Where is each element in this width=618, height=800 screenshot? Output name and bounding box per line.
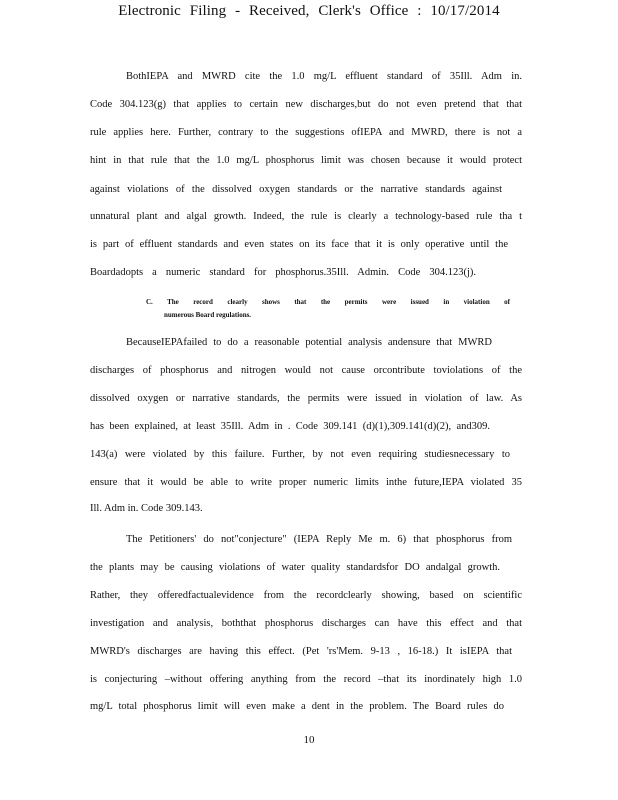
paragraph-line: BecauseIEPAfailed to do a reasonable potential analysis andensure that MWRD bbox=[126, 337, 492, 348]
paragraph-line: 143(a) were violated by this failure. Further, by not even requiring studiesnecessary to bbox=[90, 449, 510, 460]
paragraph-line: dissolved oxygen or narrative standards, the permits were issued in violation of law. As bbox=[90, 393, 522, 404]
section-heading: C. The record clearly shows that the permits were issued in violation of bbox=[146, 298, 510, 306]
paragraph-line: against violations of the dissolved oxygen standards or the narrative standards against bbox=[90, 184, 502, 195]
paragraph-line: Code 304.123(g) that applies to certain new discharges,but do not even pretend that that bbox=[90, 99, 522, 110]
paragraph-line: hint in that rule that the 1.0 mg/L phosphorus limit was chosen because it would protect bbox=[90, 155, 522, 166]
paragraph-line: unnatural plant and algal growth. Indeed, the rule is clearly a technology-based rule tha t bbox=[90, 211, 522, 222]
paragraph-line: is part of effluent standards and even states on its face that it is only operative until the bbox=[90, 239, 508, 250]
section-heading-continued: numerous Board regulations. bbox=[164, 311, 252, 319]
paragraph-line: rule applies here. Further, contrary to the suggestions ofIEPA and MWRD, there is not a bbox=[90, 127, 522, 138]
paragraph-line: Boardadopts a numeric standard for phosphorus.35Ill. Admin. Code 304.123(j). bbox=[90, 267, 476, 278]
filing-stamp-header: Electronic Filing - Received, Clerk's Office : 10/17/2014 bbox=[118, 3, 500, 19]
paragraph-line: investigation and analysis, boththat phosphorus discharges can have this effect and that bbox=[90, 618, 522, 629]
paragraph-line: has been explained, at least 35Ill. Adm in . Code 309.141 (d)(1),309.141(d)(2), and309. bbox=[90, 421, 490, 432]
page-number: 10 bbox=[303, 734, 315, 746]
paragraph-line: Rather, they offeredfactualevidence from the recordclearly showing, based on scientific bbox=[90, 590, 522, 601]
paragraph-line: ensure that it would be able to write proper numeric limits inthe future,IEPA violated 35 bbox=[90, 477, 522, 488]
paragraph-line: mg/L total phosphorus limit will even make a dent in the problem. The Board rules do bbox=[90, 701, 504, 712]
paragraph-line: MWRD's discharges are having this effect. (Pet 'rs'Mem. 9-13 , 16-18.) It isIEPA that bbox=[90, 646, 512, 657]
paragraph-line: is conjecturing –without offering anything from the record –that its inordinately high 1.0 bbox=[90, 674, 522, 685]
paragraph-line: discharges of phosphorus and nitrogen would not cause orcontribute toviolations of the bbox=[90, 365, 522, 376]
paragraph-line: Ill. Adm in. Code 309.143. bbox=[90, 503, 203, 514]
paragraph-line: The Petitioners' do not"conjecture" (IEPA Reply Me m. 6) that phosphorus from bbox=[126, 534, 512, 545]
paragraph-line: BothIEPA and MWRD cite the 1.0 mg/L effluent standard of 35Ill. Adm in. bbox=[126, 71, 522, 82]
paragraph-line: the plants may be causing violations of water quality standardsfor DO andalgal growth. bbox=[90, 562, 500, 573]
